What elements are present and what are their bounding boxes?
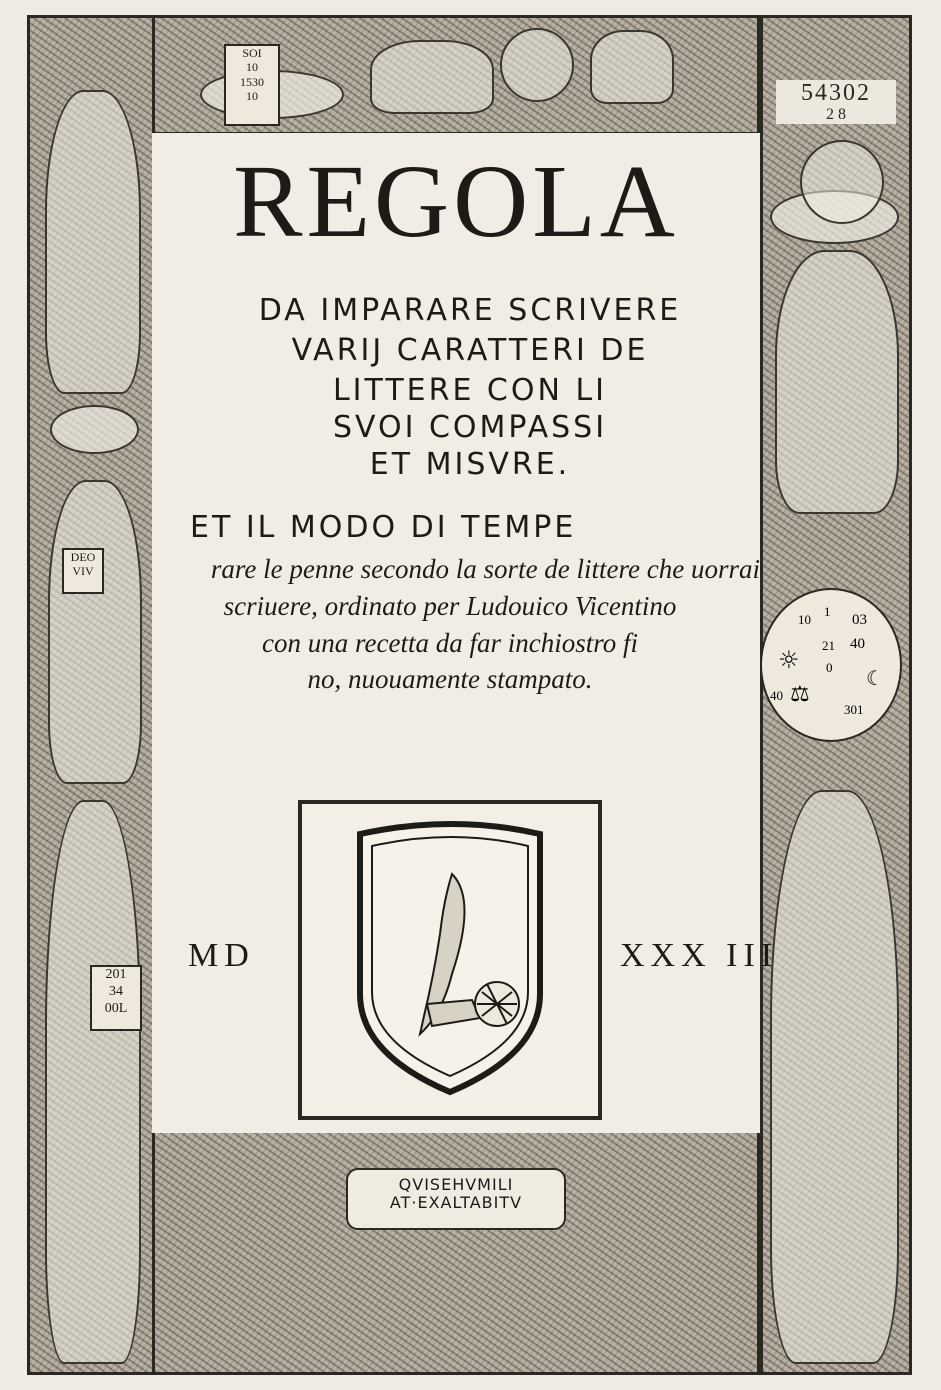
tablet-top-line1: SOI [242,46,262,60]
subtitle-line-2: VARIJ CARATTERI DE [291,333,649,368]
moon-icon: ☾ [866,666,884,690]
tablet-left-lower-line3: 00L [104,1000,128,1016]
scales-icon: ⚖ [790,682,810,707]
catalog-number-top: 54302 [801,80,871,106]
tablet-left-upper-line2: VIV [72,564,94,579]
printer-device-frame [298,800,602,1120]
catalog-number-bottom: 2 8 [826,106,846,124]
italic-line-2: scriuere, ordinato per Ludouico Vicentino [223,591,677,621]
right-angel [775,250,899,514]
tablet-top [224,44,280,126]
sun-icon: ☼ [778,646,800,674]
subtitle-line-4: SVOI COMPASSI [332,410,608,445]
italic-line-4: no, nuouamente stampato. [307,664,593,694]
dial-num-8: 40 [770,688,783,703]
dial-num-4: 40 [850,636,865,652]
subtitle-line-3: LITTERE CON LI [332,373,608,408]
tablet-left-upper [62,548,104,594]
tablet-left-lower-line2: 34 [109,983,123,999]
armillary-sphere [500,28,574,102]
year-left: MD [188,937,255,974]
dial-num-6: 0 [826,660,833,675]
year-right: XXX III [620,937,779,974]
shield-quill-icon [302,804,598,1116]
right-cherub-top [800,140,884,224]
left-figure-man [45,800,141,1364]
dial-num-5: 21 [822,638,835,653]
left-cherubs [48,480,142,784]
italic-line-3: con una recetta da far inchiostro fi [262,628,638,658]
subtitle-line-5: ET MISVRE. [369,447,571,482]
dial-num-3: 03 [852,612,867,628]
left-figure-woman [45,90,141,394]
tablet-top-line4: 10 [246,89,258,104]
motto-line-2: AT·EXALTABITV [389,1193,523,1213]
tablet-left-lower [90,965,142,1031]
tablet-left-upper-line1: DEO [70,550,96,564]
right-figure-turbaned [770,790,899,1364]
tablet-top-line3: 1530 [240,74,264,89]
second-heading: ET IL MODO DI TEMPE [190,510,577,545]
tablet-left-lower-line1: 201 [105,967,127,982]
zodiac-dial [760,588,902,742]
tablet-top-line2: 10 [246,60,258,75]
page-title: REGOLA [233,144,679,259]
left-cloud [50,405,139,454]
top-cherub-right [590,30,674,104]
catalog-number [776,80,896,124]
dial-num-1: 10 [798,612,811,627]
bottom-border-woodcut [152,1125,760,1375]
motto-cartouche [346,1168,566,1230]
motto-line-1: QVISEHVMILI [398,1175,514,1194]
dial-num-2: 1 [824,604,831,619]
top-figure-reclining [370,40,494,114]
subtitle-line-1: DA IMPARARE SCRIVERE [258,293,682,328]
italic-line-1: rare le penne secondo la sorte de littere che uorrai [210,554,760,584]
dial-num-7: 301 [844,702,864,717]
